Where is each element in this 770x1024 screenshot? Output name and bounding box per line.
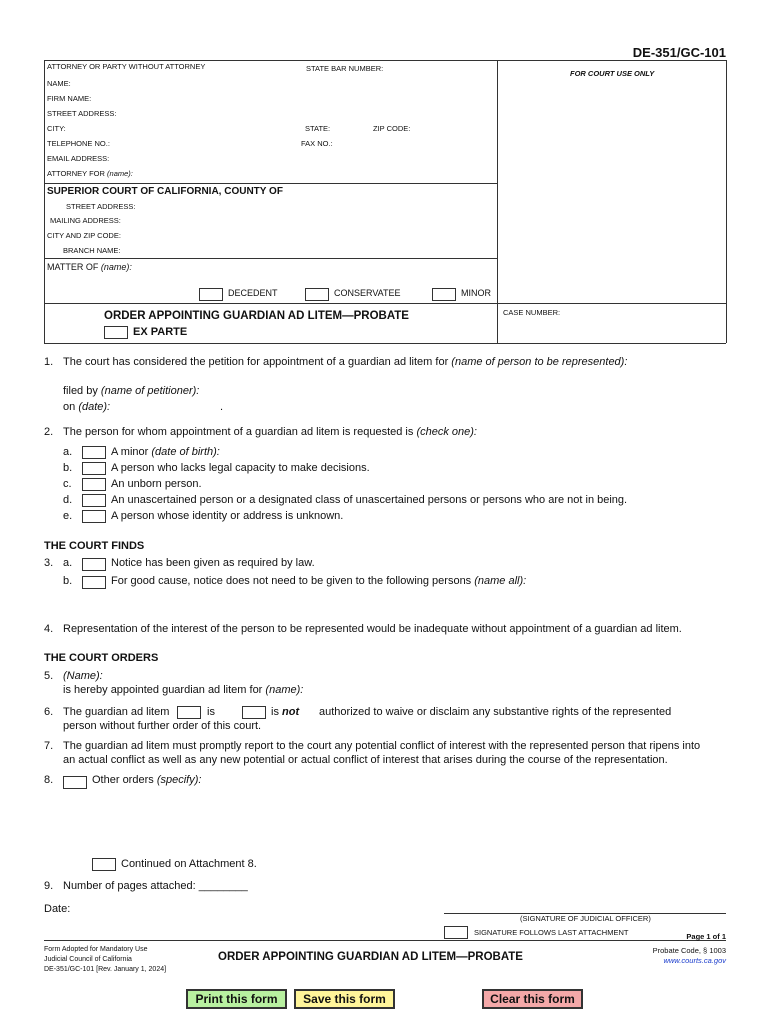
footer-council: Judicial Council of California	[44, 956, 132, 963]
item6-text-a: The guardian ad litem	[63, 706, 170, 718]
item2a-checkbox[interactable]	[82, 446, 106, 459]
court-orders-heading: THE COURT ORDERS	[44, 652, 159, 664]
court-section-border	[44, 183, 497, 184]
attorney-for-text: ATTORNEY FOR	[47, 169, 105, 178]
court-use-label: FOR COURT USE ONLY	[570, 69, 655, 78]
signature-follows-checkbox[interactable]	[444, 926, 468, 939]
zip-label[interactable]: ZIP CODE:	[373, 124, 411, 133]
title-left-border	[44, 303, 45, 343]
name-label[interactable]: NAME:	[47, 79, 71, 88]
item6-isnot-not: not	[282, 706, 300, 718]
item1-text	[63, 356, 627, 368]
item8-italic: (specify):	[156, 774, 202, 786]
footer-url[interactable]: www.courts.ca.gov	[663, 956, 726, 965]
item8-text	[92, 774, 201, 786]
conservatee-label: CONSERVATEE	[334, 288, 401, 298]
item2a-text	[111, 446, 220, 458]
item5-name-label[interactable]: (Name):	[63, 670, 103, 682]
item2a-italic: (date of birth):	[151, 446, 220, 458]
item2d-checkbox[interactable]	[82, 494, 106, 507]
item8-checkbox[interactable]	[63, 776, 87, 789]
signature-label: (SIGNATURE OF JUDICIAL OFFICER)	[520, 914, 651, 923]
item9-number: 9.	[44, 880, 54, 892]
on-date-period: .	[220, 401, 224, 413]
print-form-button[interactable]: Print this form	[186, 989, 287, 1009]
street-label[interactable]: STREET ADDRESS:	[47, 109, 117, 118]
footer-left	[44, 945, 166, 975]
decedent-checkbox[interactable]	[199, 288, 223, 301]
item2a-letter: a.	[63, 446, 73, 458]
item2-number: 2.	[44, 426, 54, 438]
item3a-checkbox[interactable]	[82, 558, 106, 571]
item2c-text: An unborn person.	[111, 478, 202, 490]
item2a-main: A minor	[111, 446, 149, 458]
footer-rule	[44, 940, 726, 941]
court-finds-heading: THE COURT FINDS	[44, 540, 145, 552]
item2e-letter: e.	[63, 510, 73, 522]
court-mailing-label[interactable]: MAILING ADDRESS:	[50, 216, 121, 225]
attorney-label: ATTORNEY OR PARTY WITHOUT ATTORNEY	[47, 62, 206, 71]
city-label[interactable]: CITY:	[47, 124, 66, 133]
item3b-checkbox[interactable]	[82, 576, 106, 589]
item5-line2-italic: (name):	[265, 684, 304, 696]
attorney-for-name: (name):	[107, 169, 133, 178]
matter-of-text: MATTER OF	[47, 262, 99, 272]
conservatee-checkbox[interactable]	[305, 288, 329, 301]
firm-name-label[interactable]: FIRM NAME:	[47, 94, 92, 103]
item7-text-b: an actual conflict as well as any new potential or actual conflict of interest that arises during the course of the representation.	[63, 754, 668, 766]
order-title: ORDER APPOINTING GUARDIAN AD LITEM—PROBATE	[104, 310, 409, 322]
item1-main: The court has considered the petition for appointment of a guardian ad litem for	[63, 356, 449, 368]
email-label[interactable]: EMAIL ADDRESS:	[47, 154, 110, 163]
matter-of-name: (name):	[100, 262, 132, 272]
ex-parte-checkbox[interactable]	[104, 326, 128, 339]
item9-text[interactable]: Number of pages attached: ________	[63, 880, 248, 892]
continued-checkbox[interactable]	[92, 858, 116, 871]
signature-follows-label: SIGNATURE FOLLOWS LAST ATTACHMENT	[474, 928, 629, 937]
item6-text-c: person without further order of this court.	[63, 720, 262, 732]
on-italic: (date):	[78, 401, 111, 413]
filed-by-italic: (name of petitioner):	[100, 385, 200, 397]
item6-is-checkbox[interactable]	[177, 706, 201, 719]
item2c-letter: c.	[63, 478, 72, 490]
filed-by-line[interactable]	[63, 385, 199, 397]
item2b-checkbox[interactable]	[82, 462, 106, 475]
footer-title: ORDER APPOINTING GUARDIAN AD LITEM—PROBATE	[218, 951, 523, 963]
attorney-for-label[interactable]	[47, 169, 133, 178]
state-label[interactable]: STATE:	[305, 124, 331, 133]
on-text: on	[63, 401, 76, 413]
on-date-line[interactable]	[63, 401, 110, 413]
fax-label[interactable]: FAX NO.:	[301, 139, 333, 148]
matter-of-label[interactable]	[47, 262, 132, 272]
header-bottom-border	[44, 343, 726, 344]
item6-is-label: is	[207, 706, 215, 718]
item3b-text	[111, 575, 526, 587]
continued-label: Continued on Attachment 8.	[121, 858, 257, 870]
footer-adopted: Form Adopted for Mandatory Use	[44, 946, 148, 953]
minor-checkbox[interactable]	[432, 288, 456, 301]
item6-isnot-is: is	[271, 706, 279, 718]
item2-text	[63, 426, 477, 438]
item5-line2-main: is hereby appointed guardian ad litem for	[63, 684, 263, 696]
header-top-border	[44, 60, 726, 61]
footer-rev: DE-351/GC-101 [Rev. January 1, 2024]	[44, 966, 167, 973]
court-street-label[interactable]: STREET ADDRESS:	[66, 202, 136, 211]
state-bar-label: STATE BAR NUMBER:	[306, 64, 384, 73]
item3b-main: For good cause, notice does not need to be given to the following persons	[111, 575, 472, 587]
header-left-border	[44, 60, 45, 304]
item2d-letter: d.	[63, 494, 73, 506]
item2b-text: A person who lacks legal capacity to make decisions.	[111, 462, 370, 474]
item1-italic: (name of person to be represented):	[451, 356, 628, 368]
footer-code: Probate Code, § 1003	[652, 946, 726, 955]
item7-text-a: The guardian ad litem must promptly report to the court any potential conflict of interest with the represented person that ripens into	[63, 740, 701, 752]
item5-number: 5.	[44, 670, 54, 682]
item2e-text: A person whose identity or address is unknown.	[111, 510, 344, 522]
item2c-checkbox[interactable]	[82, 478, 106, 491]
item2-italic: (check one):	[416, 426, 477, 438]
item3-number: 3.	[44, 557, 54, 569]
item4-text: Representation of the interest of the person to be represented would be inadequate without appointment of a guardian ad litem.	[63, 623, 682, 635]
form-number: DE-351/GC-101	[632, 45, 726, 60]
case-number-label[interactable]: CASE NUMBER:	[503, 308, 561, 317]
date-label[interactable]: Date:	[44, 903, 71, 915]
decedent-label: DECEDENT	[228, 288, 278, 298]
item6-isnot-checkbox[interactable]	[242, 706, 266, 719]
title-section-border	[44, 303, 726, 304]
clear-form-button[interactable]: Clear this form	[482, 989, 583, 1009]
item1-number: 1.	[44, 356, 54, 368]
telephone-label[interactable]: TELEPHONE NO.:	[47, 139, 110, 148]
ex-parte-label: EX PARTE	[133, 326, 188, 338]
save-form-button[interactable]: Save this form	[294, 989, 395, 1009]
court-city-zip-label[interactable]: CITY AND ZIP CODE:	[47, 231, 121, 240]
item8-main: Other orders	[92, 774, 154, 786]
item2-main: The person for whom appointment of a guardian ad litem is requested is	[63, 426, 414, 438]
court-title: SUPERIOR COURT OF CALIFORNIA, COUNTY OF	[47, 186, 283, 197]
item3a-letter: a.	[63, 557, 73, 569]
title-right-border	[726, 303, 727, 343]
item8-number: 8.	[44, 774, 54, 786]
minor-label: MINOR	[461, 288, 491, 298]
item6-number: 6.	[44, 706, 54, 718]
header-divider	[497, 60, 498, 344]
item2e-checkbox[interactable]	[82, 510, 106, 523]
item4-number: 4.	[44, 623, 54, 635]
header-right-border	[726, 60, 727, 304]
item5-line2[interactable]	[63, 684, 303, 696]
filed-by-text: filed by	[63, 385, 98, 397]
item2d-text: An unascertained person or a designated class of unascertained persons or persons who are not in being.	[111, 494, 628, 506]
item3b-letter: b.	[63, 575, 73, 587]
item6-text-b: authorized to waive or disclaim any substantive rights of the represented	[319, 706, 672, 718]
item3b-italic: (name all):	[474, 575, 527, 587]
item2b-letter: b.	[63, 462, 73, 474]
item6-isnot-label	[271, 706, 299, 718]
item7-number: 7.	[44, 740, 54, 752]
matter-section-border	[44, 258, 497, 259]
branch-name-label[interactable]: BRANCH NAME:	[63, 246, 121, 255]
footer-page: Page 1 of 1	[686, 932, 726, 941]
item3a-text: Notice has been given as required by law.	[111, 557, 315, 569]
